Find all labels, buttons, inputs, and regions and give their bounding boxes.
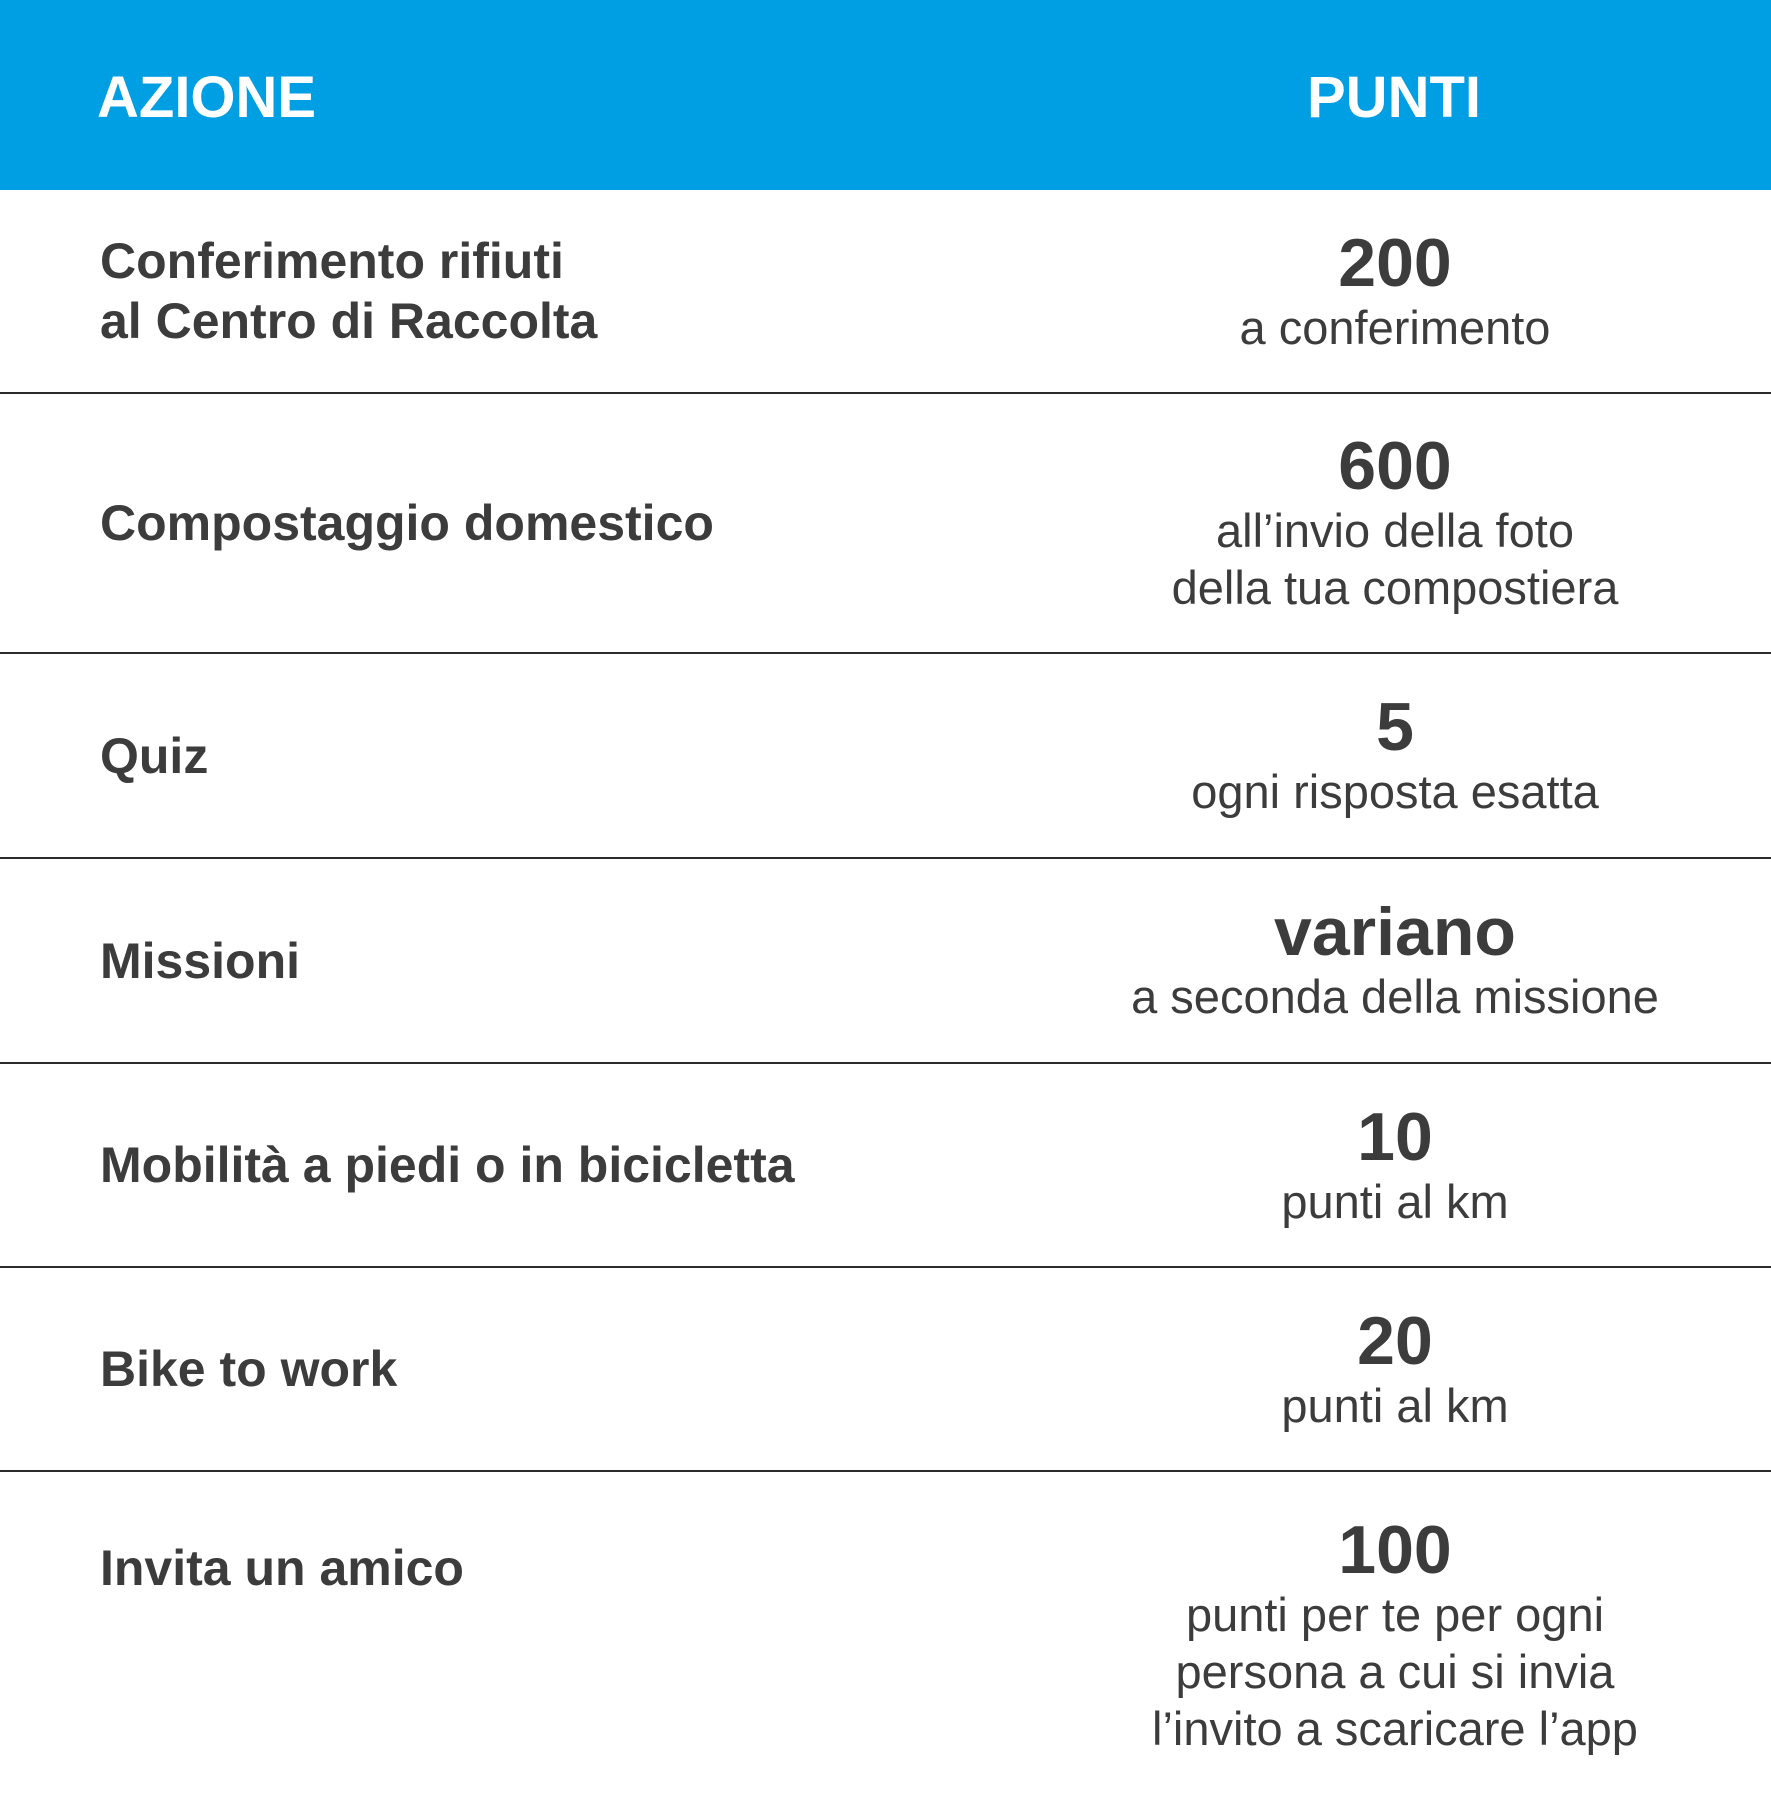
row-action-line: Compostaggio domestico bbox=[100, 495, 714, 551]
row-points-description: all’invio della foto della tua compostiera bbox=[1171, 504, 1619, 614]
row-points bbox=[1060, 1472, 1730, 1813]
row-points-description: punti per te per ogni persona a cui si invia l’invito a scaricare l’app bbox=[1152, 1588, 1638, 1755]
row-action-line: Missioni bbox=[100, 932, 301, 989]
table-row bbox=[0, 859, 1771, 1064]
row-points bbox=[1060, 394, 1730, 652]
row-action bbox=[100, 1472, 1000, 1813]
row-action bbox=[100, 859, 1000, 1062]
row-action-line: Bike to work bbox=[100, 1341, 398, 1397]
row-points bbox=[1060, 190, 1730, 392]
row-action bbox=[100, 190, 1000, 392]
table-header bbox=[0, 0, 1771, 190]
row-points bbox=[1060, 1064, 1730, 1266]
row-points bbox=[1060, 1268, 1730, 1470]
row-action bbox=[100, 654, 1000, 857]
header-action-label: AZIONE bbox=[97, 65, 317, 130]
row-points-value: 20 bbox=[1357, 1302, 1433, 1379]
row-points bbox=[1060, 859, 1730, 1062]
row-points-description: a conferimento bbox=[1239, 300, 1551, 354]
row-points-description: ogni risposta esatta bbox=[1191, 765, 1599, 818]
row-points-description: punti al km bbox=[1281, 1174, 1509, 1228]
row-action bbox=[100, 1268, 1000, 1470]
row-action-line: Invita un amico bbox=[100, 1540, 464, 1596]
table-row bbox=[0, 1268, 1771, 1472]
row-points bbox=[1060, 654, 1730, 857]
row-points-value: 10 bbox=[1357, 1098, 1433, 1175]
row-points-value: variano bbox=[1274, 894, 1516, 970]
row-points-value: 100 bbox=[1338, 1512, 1452, 1588]
row-action-line: al Centro di Raccolta bbox=[100, 293, 598, 349]
row-points-description: punti al km bbox=[1281, 1378, 1509, 1432]
row-points-description: a seconda della missione bbox=[1131, 970, 1659, 1023]
table-row bbox=[0, 190, 1771, 394]
table-row bbox=[0, 394, 1771, 654]
header-points-label: PUNTI bbox=[1307, 65, 1481, 130]
table-row bbox=[0, 1064, 1771, 1268]
table-row bbox=[0, 654, 1771, 859]
row-action bbox=[100, 394, 1000, 652]
row-action-line: Quiz bbox=[100, 727, 209, 784]
row-action-line: Mobilità a piedi o in bicicletta bbox=[100, 1137, 795, 1193]
row-points-value: 5 bbox=[1376, 689, 1414, 765]
row-points-value: 600 bbox=[1338, 428, 1452, 504]
row-action bbox=[100, 1064, 1000, 1266]
table-row bbox=[0, 1472, 1771, 1813]
row-action-line: Conferimento rifiuti bbox=[100, 233, 564, 289]
row-points-value: 200 bbox=[1338, 224, 1452, 301]
